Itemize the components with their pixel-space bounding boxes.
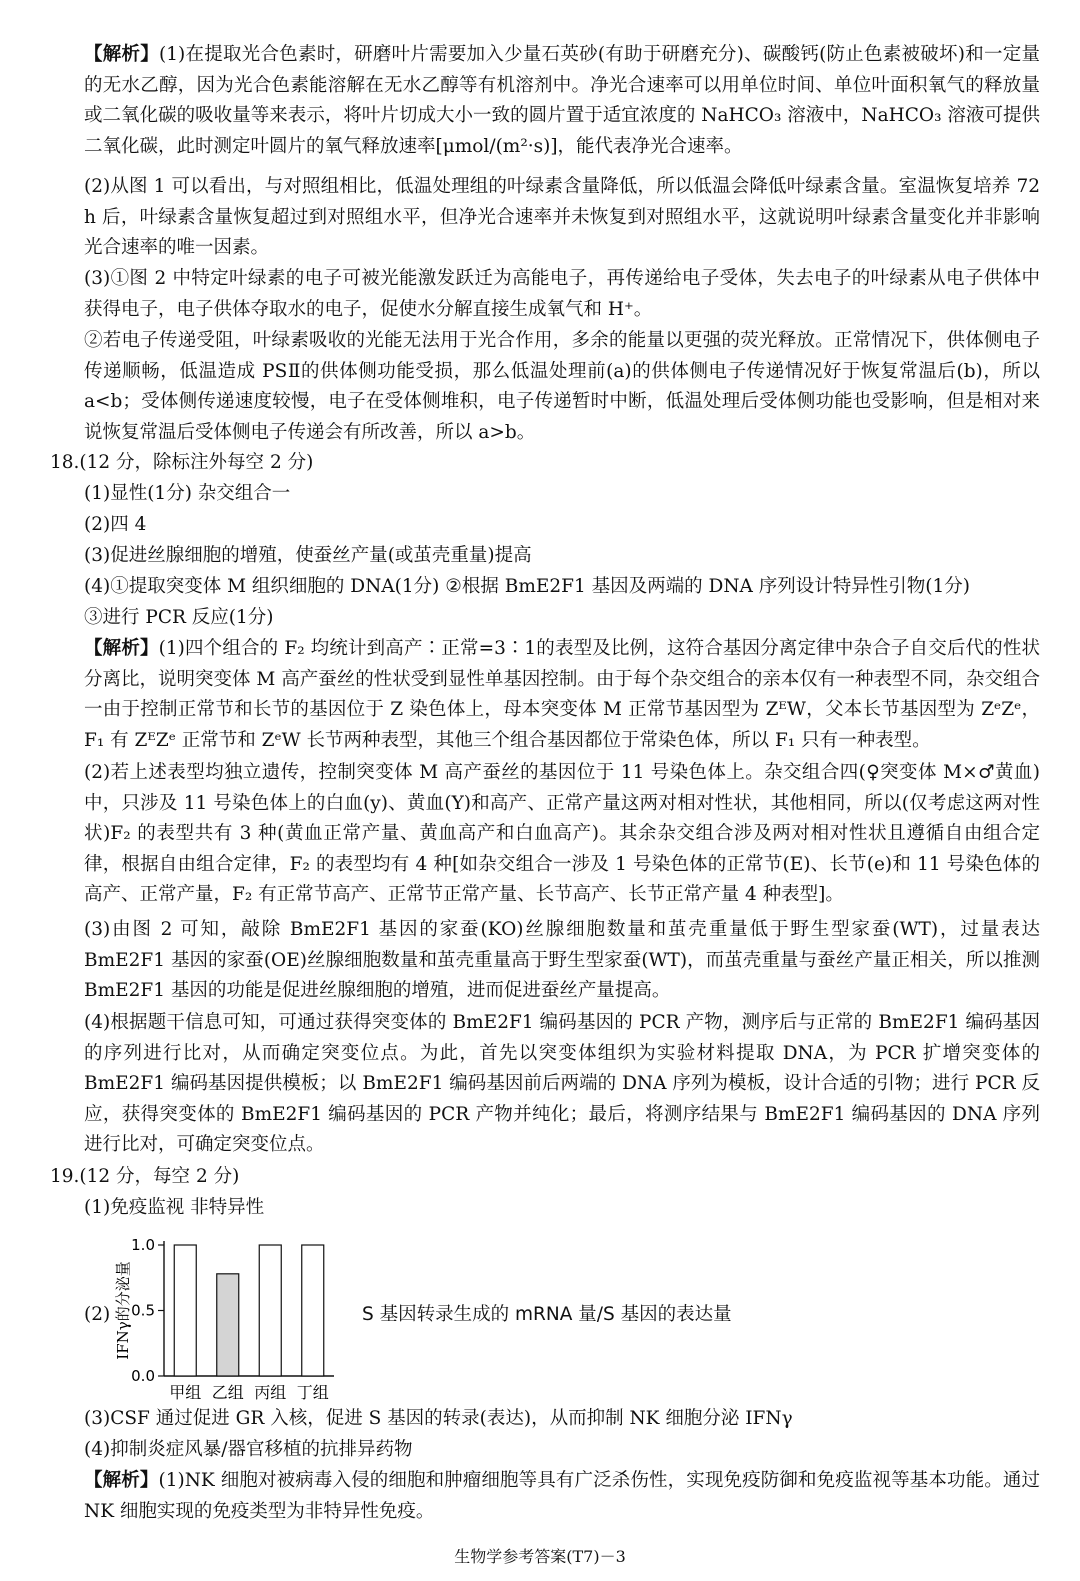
y-tick-label: 0.5 [131, 1301, 155, 1320]
q18-answer-3: (3)促进丝腺细胞的增殖，使蚕丝产量(或茧壳重量)提高 [84, 545, 532, 566]
analysis17-p3: (3)①图 2 中特定叶绿素的电子可被光能激发跃迁为高能电子，再传递给电子受体，失去电子的叶绿素从电子供体中获得电子，电子供体夺取水的电子，促使水分解直接生成氧气和 H⁺。 [84, 268, 1040, 320]
analysis17-p4: ②若电子传递受阻，叶绿素吸收的光能无法用于光合作用，多余的能量以更强的荧光释放。正常情况下，供体侧电子传递顺畅，低温造成 PSⅡ的供体侧功能受损，那么低温处理前(a)的供体侧电子传递情况好于恢复常温后(b)，所以 a<b；受体侧传递速度较慢，电子在受体侧堆积，电子传递暂时中断，低温处理后受体侧功能也受影响，但是相对来说恢复常温后受体侧电子传递会有所改善，所以 a>b。 [84, 330, 1040, 443]
q18-answer-1: (1)显性(1分) 杂交组合一 [84, 483, 291, 504]
q19-analysis-p1: 【解析】(1)NK 细胞对被病毒入侵的细胞和肿瘤细胞等具有广泛杀伤性，实现免疫防御和免疫监视等基本功能。通过 NK 细胞实现的免疫类型为非特异性免疫。 [84, 1470, 1040, 1522]
q19-answer-2-prefix: (2) [84, 1304, 111, 1325]
q19-answer-1: (1)免疫监视 非特异性 [84, 1197, 265, 1218]
bar-3 [259, 1245, 281, 1376]
q18-answer-2: (2)四 4 [84, 514, 147, 535]
q18-answer-4b: ③进行 PCR 反应(1分) [84, 607, 274, 628]
y-tick-label: 1.0 [131, 1236, 155, 1254]
y-axis-label: IFNγ的分泌量 [114, 1261, 132, 1360]
x-tick-label: 丙组 [254, 1383, 287, 1402]
analysis17-p2: (2)从图 1 可以看出，与对照组相比，低温处理组的叶绿素含量降低，所以低温会降低叶绿素含量。室温恢复培养 72 h 后，叶绿素含量恢复超过到对照组水平，但净光合速率并未恢复到对照组水平，这就说明叶绿素含量变化并非影响光合速率的唯一因素。 [84, 176, 1040, 259]
bar-1 [174, 1245, 196, 1376]
q19-header: 19.(12 分，每空 2 分) [50, 1166, 240, 1187]
x-tick-label: 甲组 [169, 1383, 202, 1402]
q19-answer-3: (3)CSF 通过促进 GR 入核，促进 S 基因的转录(表达)，从而抑制 NK 细胞分泌 IFNγ [84, 1408, 793, 1429]
q19-answer-4: (4)抑制炎症风暴/器官移植的抗排异药物 [84, 1439, 413, 1460]
q18-header: 18.(12 分，除标注外每空 2 分) [50, 452, 314, 473]
bar-4 [302, 1245, 324, 1376]
ifn-gamma-bar-chart [84, 1228, 374, 1408]
x-tick-label: 丁组 [296, 1383, 329, 1402]
q18-analysis-p4: (4)根据题干信息可知，可通过获得突变体的 BmE2F1 编码基因的 PCR 产物，测序后与正常的 BmE2F1 编码基因的序列进行比对，从而确定突变位点。为此，首先以突变体组织为实验材料提取 DNA，为 PCR 扩增突变体的 BmE2F1 编码基因提供模板；以 BmE2F1 编码基因前后两端的 DNA 序列为模板，设计合适的引物；进行 PCR 反应，获得突变体的 BmE2F1 编码基因的 PCR 产物并纯化；最后，将测序结果与 BmE2F1 编码基因的 DNA 序列进行比对，可确定突变位点。 [84, 1012, 1040, 1156]
q18-analysis-p3: (3)由图 2 可知，敲除 BmE2F1 基因的家蚕(KO)丝腺细胞数量和茧壳重量低于野生型家蚕(WT)，过量表达 BmE2F1 基因的家蚕(OE)丝腺细胞数量和茧壳重量高于野生型家蚕(WT)，而茧壳重量与蚕丝产量正相关，所以推测 BmE2F1 基因的功能是促进丝腺细胞的增殖，进而促进蚕丝产量提高。 [84, 919, 1040, 1002]
y-tick-label: 0.0 [131, 1367, 155, 1385]
analysis-tag: 【解析】 [84, 44, 159, 65]
x-tick-label: 乙组 [211, 1383, 244, 1402]
q19-answer-2-text: S 基因转录生成的 mRNA 量/S 基因的表达量 [362, 1304, 732, 1325]
bar-2 [217, 1274, 239, 1376]
analysis17-p1: 【解析】(1)在提取光合色素时，研磨叶片需要加入少量石英砂(有助于研磨充分)、碳酸钙(防止色素被破坏)和一定量的无水乙醇，因为光合色素能溶解在无水乙醇等有机溶剂中。净光合速率可以用单位时间、单位叶面积氧气的释放量或二氧化碳的吸收量等来表示，将叶片切成大小一致的圆片置于适宜浓度的 NaHCO₃ 溶液中，NaHCO₃ 溶液可提供二氧化碳，此时测定叶圆片的氧气释放速率[μmol/(m²·s)]，能代表净光合速率。 [84, 44, 1040, 157]
q18-answer-4a: (4)①提取突变体 M 组织细胞的 DNA(1分) ②根据 BmE2F1 基因及两端的 DNA 序列设计特异性引物(1分) [84, 576, 970, 597]
q18-analysis-p2: (2)若上述表型均独立遗传，控制突变体 M 高产蚕丝的基因位于 11 号染色体上。杂交组合四(♀突变体 M×♂黄血)中，只涉及 11 号染色体上的白血(y)、黄血(Y)和高产、正常产量这两对相对性状，其他相同，所以(仅考虑这两对性状)F₂ 的表型共有 3 种(黄血正常产量、黄血高产和白血高产)。其余杂交组合涉及两对相对性状且遵循自由组合定律，根据自由组合定律，F₂ 的表型均有 4 种[如杂交组合一涉及 1 号染色体的正常节(E)、长节(e)和 11 号染色体的高产、正常产量，F₂ 有正常节高产、正常节正常产量、长节高产、长节正常产量 4 种表型]。 [84, 762, 1040, 906]
q18-analysis-p1: 【解析】(1)四个组合的 F₂ 均统计到高产∶正常=3∶1的表型及比例，这符合基因分离定律中杂合子自交后代的性状分离比，说明突变体 M 高产蚕丝的性状受到显性单基因控制。由于每个杂交组合的亲本仅有一种表型不同，杂交组合一由于控制正常节和长节的基因位于 Z 染色体上，母本突变体 M 正常节基因型为 ZᴱW，父本长节基因型为 ZᵉZᵉ，F₁ 有 ZᴱZᵉ 正常节和 ZᵉW 长节两种表型，其他三个组合基因都位于常染色体，所以 F₁ 只有一种表型。 [84, 638, 1040, 751]
page-footer: 生物学参考答案(T7)－3 [454, 1547, 626, 1566]
